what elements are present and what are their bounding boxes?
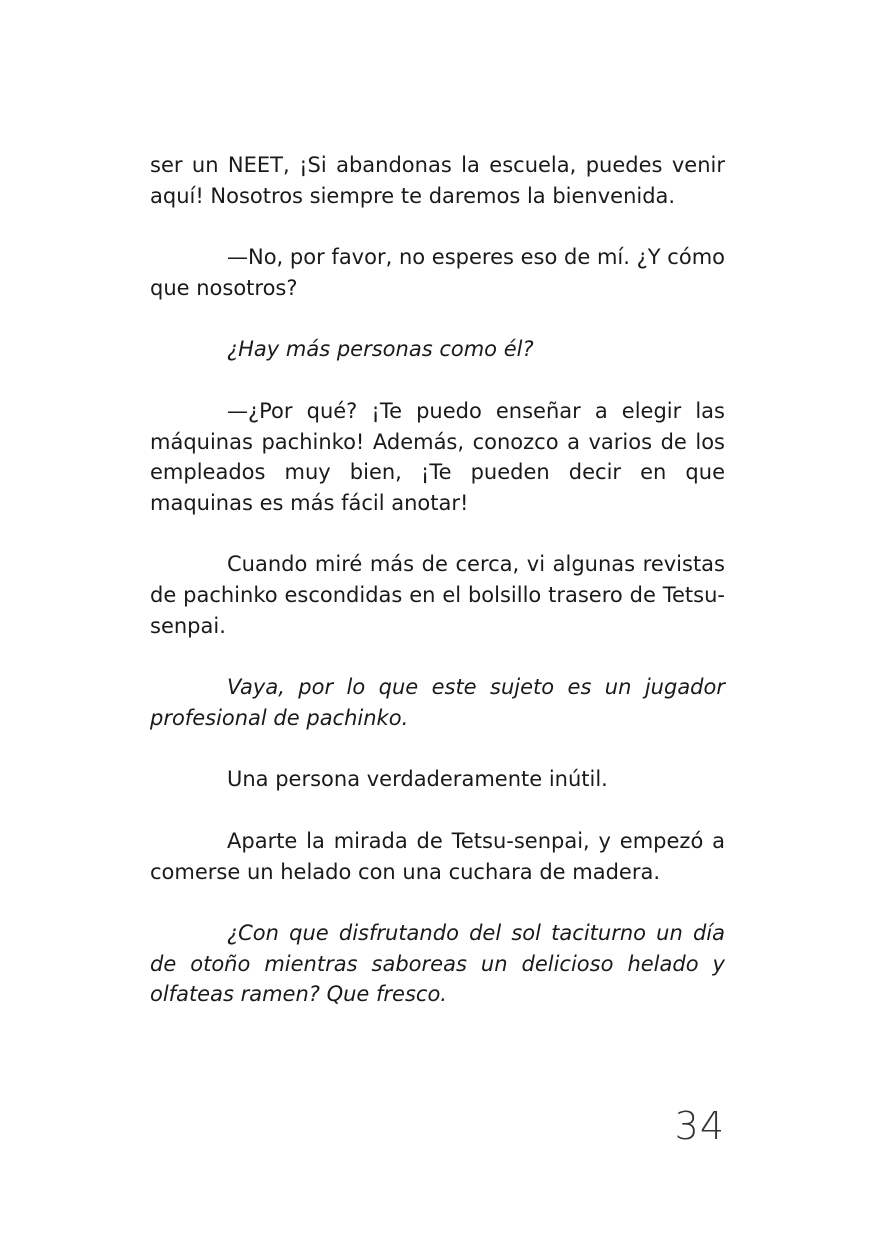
paragraph: ¿Hay más personas como él? xyxy=(227,337,534,362)
paragraph: —¿Por qué? ¡Te puedo enseñar a elegir las máquinas pachinko! Además, conozco a varios de los empleados muy bien, ¡Te pueden decir en que maquinas es más fácil anotar! xyxy=(150,398,725,515)
paragraph: Vaya, por lo que este sujeto es un jugador profesional de pachinko. xyxy=(150,675,725,730)
paragraph: ¿Con que disfrutando del sol taciturno un día de otoño mientras saboreas un delicioso helado y olfateas ramen? Que fresco. xyxy=(150,921,725,1007)
body-text xyxy=(150,150,725,1041)
paragraph: —No, por favor, no esperes eso de mí. ¿Y cómo que nosotros? xyxy=(150,245,725,300)
paragraph: Una persona verdaderamente inútil. xyxy=(227,767,608,792)
paragraph: Aparte la mirada de Tetsu-senpai, y empezó a comerse un helado con una cuchara de madera. xyxy=(150,828,725,884)
page-number: 34 xyxy=(674,1104,725,1148)
paragraph: Cuando miré más de cerca, vi algunas revistas de pachinko escondidas en el bolsillo trasero de Tetsu-senpai. xyxy=(150,552,725,638)
paragraph: ser un NEET, ¡Si abandonas la escuela, puedes venir aquí! Nosotros siempre te daremos la bienvenida. xyxy=(150,153,725,208)
